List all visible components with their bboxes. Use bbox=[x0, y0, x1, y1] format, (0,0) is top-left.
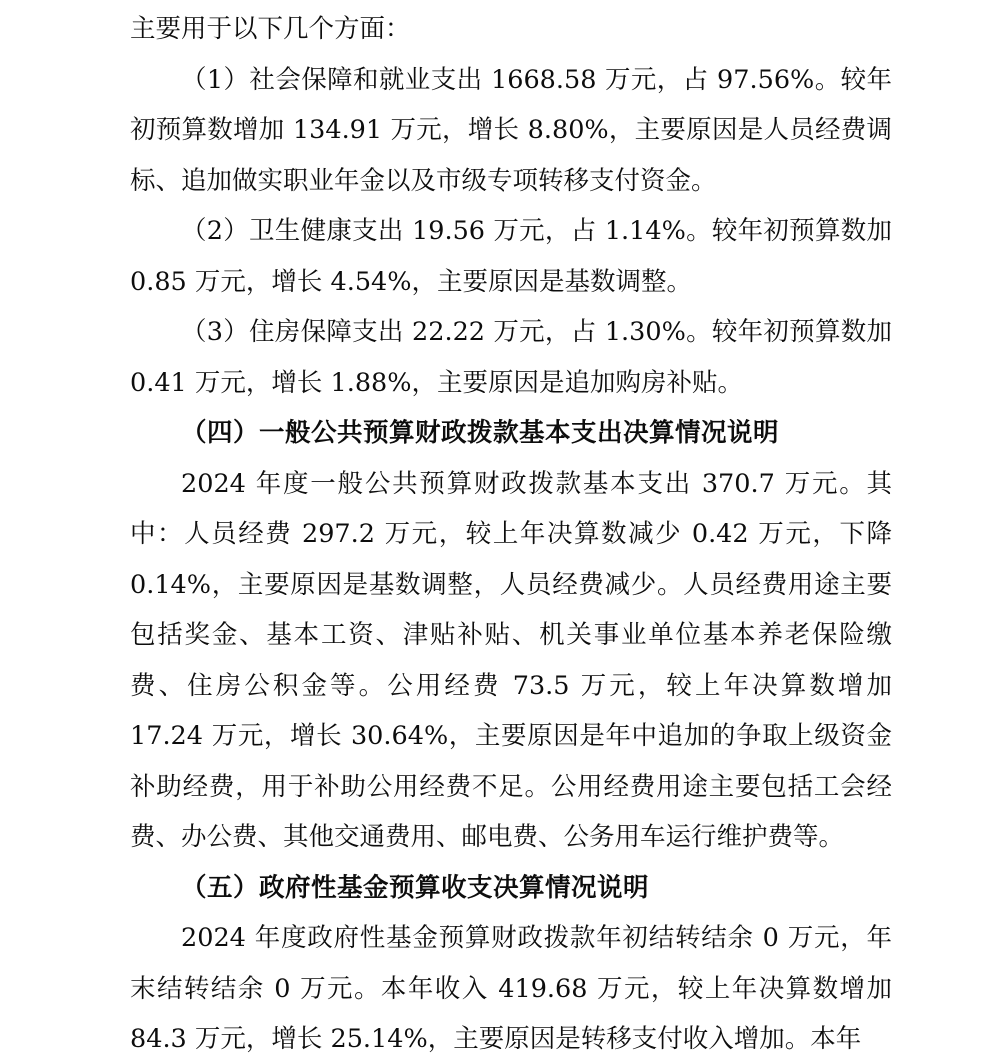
paragraph-section-four-body: 2024 年度一般公共预算财政拨款基本支出 370.7 万元。其中：人员经费 297.2 万元，较上年决算数减少 0.42 万元，下降 0.14%，主要原因是基数调整，人员经费减少。人员经费用途主要包括奖金、基本工资、津贴补贴、机关事业单位基本养老保险缴费、住房公积金等。公用经费 73.5 万元，较上年决算数增加 17.24 万元，增长 30.64%，主要原因是年中追加的争取上级资金补助经费，用于补助公用经费不足。公用经费用途主要包括工会经费、办公费、其他交通费用、邮电费、公务用车运行维护费等。 bbox=[130, 468, 892, 852]
paragraph-item-3: （3）住房保障支出 22.22 万元，占 1.30%。较年初预算数加 0.41 万元，增长 1.88%，主要原因是追加购房补贴。 bbox=[130, 317, 892, 398]
paragraph-lead-in: 主要用于以下几个方面： bbox=[130, 14, 411, 44]
paragraph-item-2: （2）卫生健康支出 19.56 万元，占 1.14%。较年初预算数加 0.85 万元，增长 4.54%，主要原因是基数调整。 bbox=[130, 216, 892, 297]
section-heading-five: （五）政府性基金预算收支决算情况说明 bbox=[181, 872, 650, 903]
document-body bbox=[130, 4, 892, 1059]
paragraph-section-five-body: 2024 年度政府性基金预算财政拨款年初结转结余 0 万元，年末结转结余 0 万元。本年收入 419.68 万元，较上年决算数增加 84.3 万元，增长 25.14%，主要原因是转移支付收入增加。本年 bbox=[130, 923, 892, 1054]
section-heading-four: （四）一般公共预算财政拨款基本支出决算情况说明 bbox=[181, 418, 780, 448]
paragraph-item-1: （1）社会保障和就业支出 1668.58 万元，占 97.56%。较年初预算数增加 134.91 万元，增长 8.80%，主要原因是人员经费调标、追加做实职业年金以及市级专项转移支付资金。 bbox=[130, 64, 892, 196]
